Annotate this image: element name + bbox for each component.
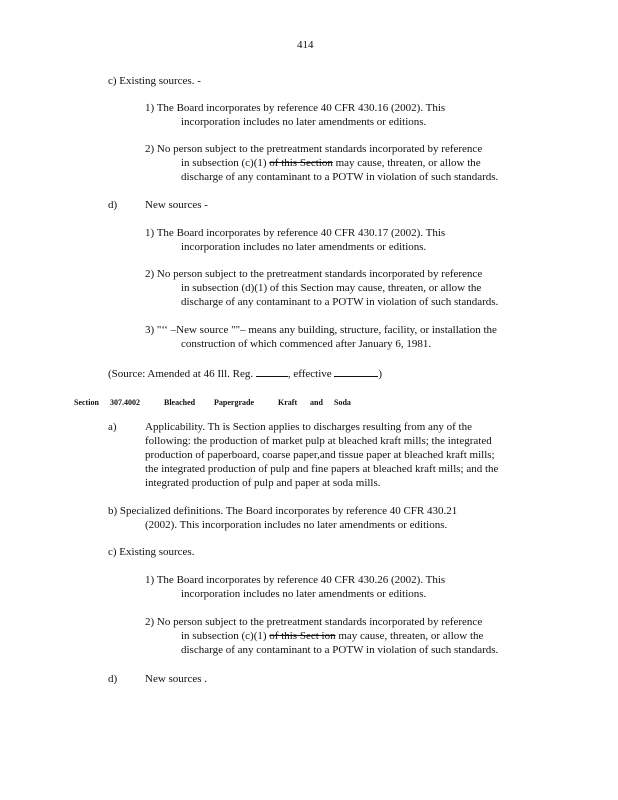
paragraph-line: incorporation includes no later amendments or editions. bbox=[181, 116, 427, 128]
paragraph-line: discharge of any contaminant to a POTW in violation of such standards. bbox=[181, 296, 499, 308]
paragraph-line: 1) The Board incorporates by reference 40 CFR 430.26 (2002). This bbox=[145, 574, 446, 586]
paragraph-line: discharge of any contaminant to a POTW in violation of such standards. bbox=[181, 644, 499, 656]
paragraph-line-with-strike bbox=[181, 629, 483, 643]
applicability-label: a) bbox=[108, 421, 117, 433]
source-text: ) bbox=[378, 368, 383, 380]
source-text: (Source: Amended at 46 Ill. Reg. bbox=[108, 368, 254, 380]
paragraph-line: the integrated production of pulp and fine papers at bleached kraft mills; and the bbox=[145, 463, 499, 475]
section-title-word: and bbox=[310, 398, 323, 407]
paragraph-line: production of paperboard, coarse paper,and tissue paper at bleached kraft mills; bbox=[145, 449, 495, 461]
section-number: 307.4002 bbox=[110, 398, 140, 407]
paragraph-line: Applicability. Th is Section applies to discharges resulting from any of the bbox=[145, 421, 472, 433]
existing-sources-heading: c) Existing sources. - bbox=[108, 75, 201, 87]
paragraph-line: (2002). This incorporation includes no later amendments or editions. bbox=[145, 519, 448, 531]
new-sources-label: d) bbox=[108, 199, 118, 211]
paragraph-line: following: the production of market pulp at bleached kraft mills; the integrated bbox=[145, 435, 492, 447]
text-run: in subsection (c)(1) bbox=[181, 157, 267, 169]
paragraph-line: incorporation includes no later amendments or editions. bbox=[181, 241, 427, 253]
paragraph-line: incorporation includes no later amendments or editions. bbox=[181, 588, 427, 600]
source-note bbox=[108, 365, 382, 381]
blank-line bbox=[334, 365, 378, 377]
existing-sources-heading: c) Existing sources. bbox=[108, 546, 195, 558]
new-sources-label: d) bbox=[108, 673, 118, 685]
section-title-word: Papergrade bbox=[214, 398, 254, 407]
section-title-word: Bleached bbox=[164, 398, 196, 407]
section-heading bbox=[74, 396, 414, 410]
blank-line bbox=[256, 365, 288, 377]
paragraph-line: 2) No person subject to the pretreatment standards incorporated by reference bbox=[145, 143, 483, 155]
new-sources-heading: New sources . bbox=[145, 673, 208, 685]
paragraph-line: 2) No person subject to the pretreatment standards incorporated by reference bbox=[145, 616, 483, 628]
text-run: in subsection (c)(1) bbox=[181, 630, 267, 642]
struck-text: of this Section bbox=[269, 157, 333, 169]
text-run: may cause, threaten, or allow the bbox=[332, 157, 481, 169]
paragraph-line: b) Specialized definitions. The Board incorporates by reference 40 CFR 430.21 bbox=[108, 505, 458, 517]
paragraph-line: construction of which commenced after January 6, 1981. bbox=[181, 338, 432, 350]
paragraph-line: 3) "‘‘ –New source ""– means any building, structure, facility, or installation the bbox=[145, 324, 497, 336]
paragraph-line: 1) The Board incorporates by reference 40 CFR 430.16 (2002). This bbox=[145, 102, 446, 114]
paragraph-line: in subsection (d)(1) of this Section may cause, threaten, or allow the bbox=[181, 282, 482, 294]
paragraph-line: integrated production of pulp and paper at soda mills. bbox=[145, 477, 381, 489]
section-title-word: Soda bbox=[334, 398, 351, 407]
section-title-word: Kraft bbox=[278, 398, 298, 407]
new-sources-heading: New sources - bbox=[145, 199, 208, 211]
page-number: 414 bbox=[297, 39, 314, 51]
paragraph-line: 2) No person subject to the pretreatment standards incorporated by reference bbox=[145, 268, 483, 280]
paragraph-line-with-strike bbox=[181, 156, 481, 170]
source-text: , effective bbox=[287, 368, 332, 380]
text-run: may cause, threaten, or allow the bbox=[335, 630, 484, 642]
section-label: Section bbox=[74, 398, 99, 407]
paragraph-line: 1) The Board incorporates by reference 40 CFR 430.17 (2002). This bbox=[145, 227, 446, 239]
paragraph-line: discharge of any contaminant to a POTW in violation of such standards. bbox=[181, 171, 499, 183]
struck-text: of this Sect ion bbox=[269, 630, 336, 642]
